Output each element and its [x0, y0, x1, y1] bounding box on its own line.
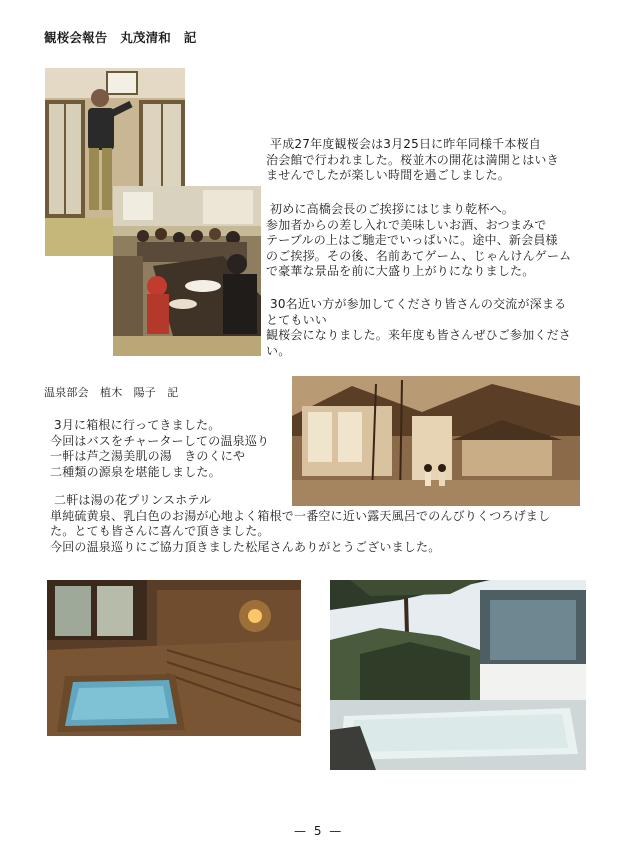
- party-table-photo: [113, 186, 261, 356]
- onsen-paragraph-1: 3月に箱根に行ってきました。 今回はバスをチャーターしての温泉巡り 一軒は芦之湯美肌の湯 きのくにや 二種類の源泉を堪能しました。: [50, 418, 270, 479]
- hanami-paragraph-2: 初めに高橋会長のご挨拶にはじまり乾杯へ。 参加者からの差し入れで美味しいお酒、おつまみで テーブルの上はご馳走でいっぱいに。途中、新会員様 のご挨拶。その後、名前あてゲーム、じゃんけんゲーム で豪華な景品を前に大盛り上がりになりました。: [266, 202, 572, 278]
- hanami-paragraph-1: 平成27年度観桜会は3月25日に昨年同様千本桜自 治会館で行われました。桜並木の開花は満開とはいき ませんでしたが楽しい時間を過ごしました。: [266, 137, 559, 182]
- outdoor-bath-photo: [330, 580, 586, 770]
- indoor-bath-photo: [47, 580, 301, 736]
- onsen-byline: 温泉部会 植木 陽子 記: [44, 386, 179, 399]
- hakone-historic-photo: [292, 376, 580, 506]
- page-number: — 5 —: [294, 824, 344, 838]
- hanami-paragraph-3: 30名近い方が参加してくださり皆さんの交流が深まる とてもいい 観桜会になりました。来年度も皆さんぜひご参加くださ い。: [266, 297, 572, 358]
- page-title: 観桜会報告 丸茂清和 記: [44, 30, 197, 45]
- onsen-paragraph-2: 二軒は湯の花プリンスホテル 単純硫黄泉、乳白色のお湯が心地よく箱根で一番空に近い露天風呂でのんびりくつろげまし た。とても皆さんに喜んで頂きました。 今回の温泉巡りにご協力頂きました松尾さんありがとうございました。: [50, 493, 551, 554]
